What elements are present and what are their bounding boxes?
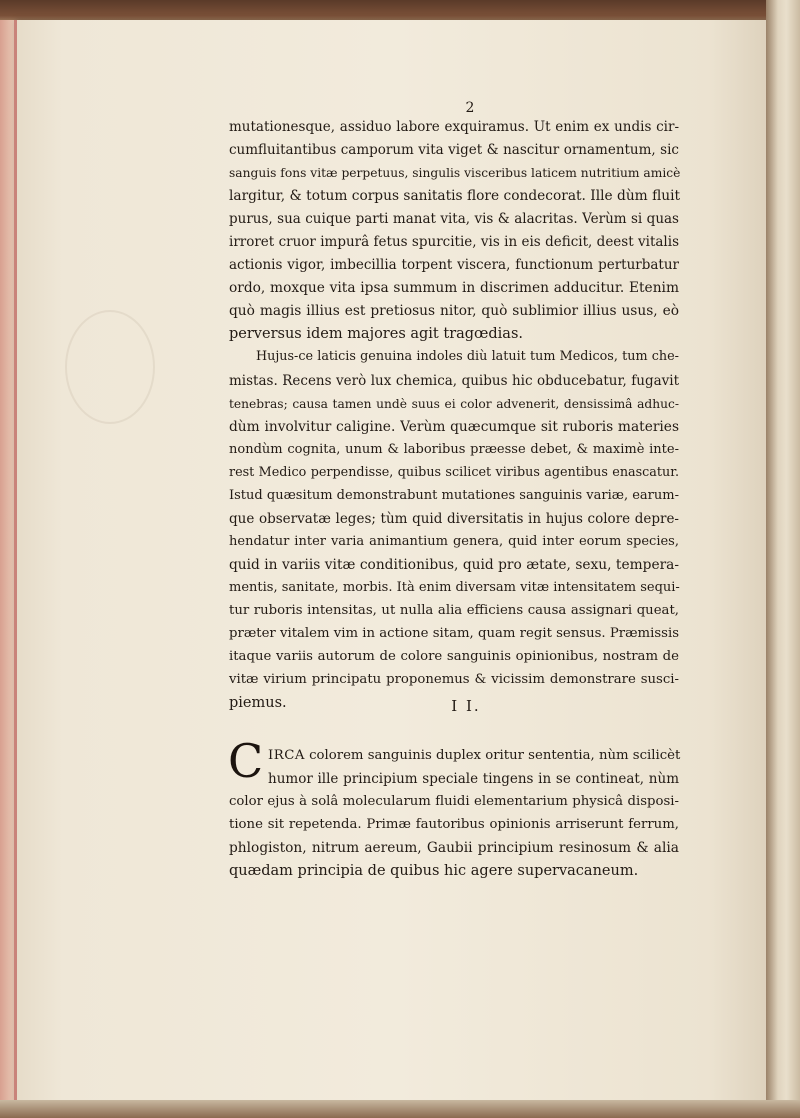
text-line: hendatur inter varia animantium genera, quid inter eorum species, xyxy=(229,534,679,549)
text-line: tur ruboris intensitas, ut nulla alia efficiens causa assignari queat, xyxy=(229,603,679,618)
text-line: quædam principia de quibus hic agere supervacaneum. xyxy=(229,863,639,879)
text-line: rest Medico perpendisse, quibus scilicet viribus agentibus enascatur. xyxy=(229,465,679,480)
text-line: Istud quæsitum demonstrabunt mutationes sanguinis variæ, earum- xyxy=(229,488,679,503)
text-line: Hujus-ce laticis genuina indoles diù latuit tum Medicos, tum che- xyxy=(256,349,679,364)
text-line: nondùm cognita, unum & laboribus præesse debet, & maximè inte- xyxy=(229,442,679,457)
text-line: actionis vigor, imbecillia torpent viscera, functionum perturbatur xyxy=(229,257,679,273)
text-line: itaque variis autorum de colore sanguinis opinionibus, nostram de xyxy=(229,649,679,664)
text-line: præter vitalem vim in actione sitam, quam regit sensus. Præmissis xyxy=(229,626,679,641)
drop-cap-letter: C xyxy=(228,734,264,788)
text-line: mutationesque, assiduo labore exquiramus. Ut enim ex undis cir- xyxy=(229,119,679,135)
text-line: mentis, sanitate, morbis. Ità enim diversam vitæ intensitatem sequi- xyxy=(229,580,680,595)
text-line: color ejus à solâ molecularum fluidi elementarium physicâ disposi- xyxy=(229,794,679,809)
text-line: humor ille principium speciale tingens in se contineat, nùm xyxy=(268,771,679,787)
text-line: que observatæ leges; tùm quid diversitatis in hujus colore depre- xyxy=(229,511,679,527)
text-line: ordo, moxque vita ipsa summum in discrimen adducitur. Etenim xyxy=(229,280,679,296)
text-line: largitur, & totum corpus sanitatis flore condecorat. Ille dùm fluit xyxy=(229,188,681,204)
text-line xyxy=(268,745,679,767)
text-line: perversus idem majores agit tragœdias. xyxy=(229,326,524,342)
text-line-rest: colorem sanguinis duplex oritur sententia, nùm scilicèt xyxy=(309,748,681,763)
text-line: dùm involvitur caligine. Verùm quæcumque sit ruboris materies xyxy=(229,419,679,435)
text-line: purus, sua cuique parti manat vita, vis & alacritas. Verùm si quas xyxy=(229,211,679,227)
text-line: mistas. Recens verò lux chemica, quibus hic obducebatur, fugavit xyxy=(229,373,679,389)
section-first-word: IRCA xyxy=(268,748,305,763)
text-line: cumfluitantibus camporum vita viget & nascitur ornamentum, sic xyxy=(229,142,679,158)
faded-stamp xyxy=(65,310,155,424)
text-line: tione sit repetenda. Primæ fautoribus opinionis arriserunt ferrum, xyxy=(229,817,679,832)
text-line: sanguis fons vitæ perpetuus, singulis visceribus laticem nutritium amicè xyxy=(229,166,681,180)
text-line: tenebras; causa tamen undè suus ei color advenerit, densissimâ adhuc- xyxy=(229,397,679,411)
text-line: irroret cruor impurâ fetus spurcitie, vis in eis deficit, deest vitalis xyxy=(229,234,679,250)
text-line: piemus. xyxy=(229,695,287,711)
page-number: 2 xyxy=(465,100,475,116)
text-line: phlogiston, nitrum aereum, Gaubii principium resinosum & alia xyxy=(229,840,679,856)
text-line: vitæ virium principatu proponemus & vicissim demonstrare susci- xyxy=(229,672,679,687)
book-right-edge xyxy=(766,0,800,1118)
book-bottom-edge xyxy=(0,1100,800,1118)
text-line: quò magis illius est pretiosus nitor, quò sublimior illius usus, eò xyxy=(229,303,679,319)
section-number: I I. xyxy=(451,697,481,715)
text-line: quid in variis vitæ conditionibus, quid pro ætate, sexu, tempera- xyxy=(229,557,679,573)
